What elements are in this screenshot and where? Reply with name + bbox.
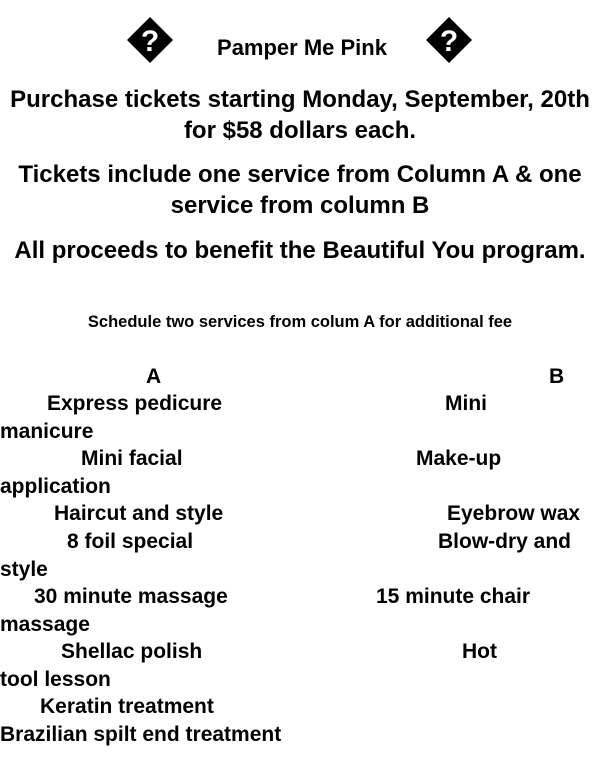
service-b-item: Eyebrow wax bbox=[447, 502, 581, 525]
service-b-item: 15 minute chair bbox=[376, 585, 531, 608]
flyer-header bbox=[0, 14, 600, 66]
service-a-item: Shellac polish bbox=[61, 640, 203, 663]
service-a-item: Keratin treatment bbox=[40, 695, 214, 718]
column-b-heading: B bbox=[549, 365, 565, 388]
service-a-item: 30 minute massage bbox=[34, 585, 228, 608]
service-a-item: 8 foil special bbox=[67, 530, 194, 553]
service-b-item-continuation: application bbox=[0, 475, 111, 498]
unknown-glyph-icon bbox=[425, 16, 473, 64]
service-b-item-continuation: style bbox=[0, 558, 48, 581]
service-b-item: Blow-dry and bbox=[438, 530, 572, 553]
service-a-item: Brazilian spilt end treatment bbox=[0, 723, 282, 746]
service-b-item-continuation: massage bbox=[0, 613, 90, 636]
service-b-item-continuation: manicure bbox=[0, 420, 94, 443]
page-title: Pamper Me Pink bbox=[217, 35, 387, 60]
column-a-heading: A bbox=[146, 365, 162, 388]
svg-text:?: ? bbox=[439, 25, 459, 58]
service-b-item-continuation: tool lesson bbox=[0, 668, 111, 691]
additional-fee-note: Schedule two services from colum A for additional fee bbox=[87, 313, 513, 331]
service-b-item: Hot bbox=[462, 640, 497, 663]
service-b-item: Mini bbox=[445, 392, 487, 415]
ticket-purchase-text: Purchase tickets starting Monday, September, 20th for $58 dollars each. bbox=[10, 86, 590, 144]
service-a-item: Express pedicure bbox=[47, 392, 223, 415]
proceeds-text: All proceeds to benefit the Beautiful You program. bbox=[14, 237, 586, 264]
service-a-item: Mini facial bbox=[81, 447, 183, 470]
ticket-includes-text: Tickets include one service from Column A & one service from column B bbox=[18, 161, 582, 219]
service-b-item: Make-up bbox=[416, 447, 502, 470]
service-a-item: Haircut and style bbox=[54, 502, 224, 525]
svg-text:?: ? bbox=[140, 25, 160, 58]
